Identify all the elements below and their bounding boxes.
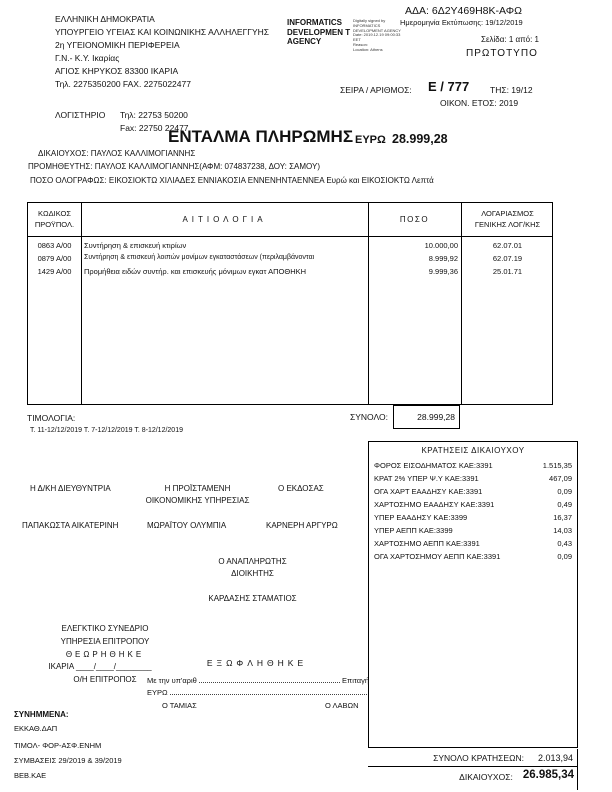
check-number-suffix: Επιταγή — [342, 676, 369, 685]
supplier-label: ΠΡΟΜΗΘΕΥΤΗΣ: — [28, 162, 93, 171]
agency-line: ΕΛΛΗΝΙΚΗ ΔΗΜΟΚΡΑΤΙΑ — [55, 14, 155, 24]
deductions-title: ΚΡΑΤΗΣΕΙΣ ΔΙΚΑΙΟΥΧΟΥ — [421, 446, 525, 455]
accounting-office-tel: Τηλ: 22753 50200 — [120, 110, 188, 120]
row-amount: 9.999,36 — [428, 267, 458, 276]
stamp-detail-line: Location: Athens — [353, 46, 383, 52]
deduction-value: 0,09 — [557, 552, 572, 561]
euro-amount-line — [147, 688, 369, 697]
table-header-account: ΛΟΓΑΡΙΑΣΜΟΣ — [481, 209, 534, 218]
check-number-prefix: Με την υπ'αριθ — [147, 676, 197, 685]
signatory-role-head-finance: Η ΠΡΟΪΣΤΑΜΕΝΗ — [164, 484, 231, 493]
stamp-detail-line: DEVELOPMENT AGENCY — [353, 27, 401, 33]
row-reason: Συντήρηση & επισκευή λοιπών μονίμων εγκαταστάσεων (περιλαμβάνονται — [84, 254, 315, 261]
accounting-office-fax: Fax: 22750 22477 — [120, 123, 189, 133]
page-indicator: Σελίδα: 1 από: 1 — [481, 35, 539, 44]
dotted-leader — [170, 694, 367, 695]
deduction-label: ΟΓΑ ΧΑΡΤΟΣΗΜΟΥ ΑΕΠΠ ΚΑΕ:3391 — [374, 552, 501, 561]
signatory-role-director: Η Δ/ΚΗ ΔΙΕΥΘΥΝΤΡΙΑ — [30, 484, 111, 493]
attachment-item: ΒΕΒ.ΚΑΕ — [14, 771, 47, 780]
table-header-divider — [28, 236, 552, 237]
receiver-label: Ο ΛΑΒΩΝ — [325, 701, 359, 710]
table-column-divider — [81, 203, 82, 404]
table-header-code: ΚΩΔΙΚΟΣ — [38, 209, 71, 218]
digital-signature-stamp-details — [353, 19, 401, 53]
agency-line: 2η ΥΓΕΙΟΝΟΜΙΚΗ ΠΕΡΙΦΕΡΕΙΑ — [55, 40, 180, 50]
total-value: 28.999,28 — [417, 412, 455, 422]
deduction-label: ΧΑΡΤΟΣΗΜΟ ΑΕΠΠ ΚΑΕ:3391 — [374, 539, 480, 548]
supplier-row — [28, 162, 320, 171]
certified-stamp-text: ΘΕΩΡΗΘΗΚΕ — [65, 650, 145, 659]
net-amount-label: ΔΙΚΑΙΟΥΧΟΣ: — [459, 772, 513, 782]
audit-service-line: ΥΠΗΡΕΣΙΑ ΕΠΙΤΡΟΠΟΥ — [60, 637, 150, 646]
audit-date-line: ΙΚΑΡΙΑ ____/____/________ — [48, 662, 152, 671]
title-amount: 28.999,28 — [392, 132, 448, 146]
agency-line: ΥΠΟΥΡΓΕΙΟ ΥΓΕΙΑΣ ΚΑΙ ΚΟΙΝΩΝΙΚΗΣ ΑΛΛΗΛΕΓΓΥΗΣ — [55, 27, 270, 37]
fiscal-year: ΟΙΚΟΝ. ΕΤΟΣ: 2019 — [440, 98, 519, 108]
amount-in-words-label: ΠΟΣΟ ΟΛΟΓΡΑΦΩΣ: — [30, 176, 107, 185]
deputy-governor-name: ΚΑΡΔΑΣΗΣ ΣΤΑΜΑΤΙΟΣ — [208, 594, 297, 603]
deputy-governor-role: Ο ΑΝΑΠΛΗΡΩΤΗΣ — [218, 557, 287, 566]
row-account: 62.07.01 — [492, 241, 523, 250]
row-code: 0879 Α/00 — [37, 254, 72, 263]
row-amount: 8.999,92 — [428, 254, 458, 263]
deduction-value: 1.515,35 — [542, 461, 572, 470]
net-amount-row — [368, 767, 578, 790]
signatory-role-issuer: Ο ΕΚΔΟΣΑΣ — [278, 484, 324, 493]
deduction-value: 0,43 — [557, 539, 572, 548]
deputy-governor-role: ΔΙΟΙΚΗΤΗΣ — [231, 569, 274, 578]
supplier-value: ΠΑΥΛΟΣ ΚΑΛΛΙΜΟΓΙΑΝΝΗΣ(ΑΦΜ: 074837238, ΔΟΥ: ΣΑΜΟΥ) — [94, 162, 320, 171]
deductions-box — [368, 441, 578, 748]
document-title: ΕΝΤΑΛΜΑ ΠΛΗΡΩΜΗΣ — [168, 127, 354, 146]
audit-court-line: ΕΛΕΓΚΤΙΚΟ ΣΥΝΕΔΡΙΟ — [61, 624, 149, 633]
signatory-name-2: ΜΩΡΑΪΤΟΥ ΟΛΥΜΠΙΑ — [147, 521, 227, 530]
signatory-role-head-finance: ΟΙΚΟΝΟΜΙΚΗΣ ΥΠΗΡΕΣΙΑΣ — [145, 496, 250, 505]
agency-line: Γ.Ν.- Κ.Υ. Ικαρίας — [55, 53, 120, 63]
euro-label: ΕΥΡΩ — [147, 688, 168, 697]
deduction-label: ΚΡΑΤ 2% ΥΠΕΡ Ψ.Υ ΚΑΕ:3391 — [374, 474, 479, 483]
title-currency: ΕΥΡΩ — [355, 134, 386, 146]
deductions-total-value: 2.013,94 — [537, 752, 573, 763]
row-code: 0863 Α/00 — [37, 241, 72, 250]
series-number-label: ΣΕΙΡΑ / ΑΡΙΘΜΟΣ: — [340, 85, 412, 95]
cashier-label: Ο ΤΑΜΙΑΣ — [162, 701, 197, 710]
table-header-account: ΓΕΝΙΚΗΣ ΛΟΓ/ΚΗΣ — [474, 220, 541, 229]
stamp-detail-line: EET — [353, 37, 361, 43]
deduction-value: 467,09 — [549, 474, 572, 483]
stamp-detail-line: INFORMATICS — [353, 22, 381, 28]
signatory-name-3: ΚΑΡΝΕΡΗ ΑΡΓΥΡΩ — [266, 521, 338, 530]
expenses-table — [27, 202, 553, 405]
print-date: Ημερομηνία Εκτύπωσης: 19/12/2019 — [400, 18, 523, 27]
total-label: ΣΥΝΟΛΟ: — [350, 412, 388, 422]
table-header-amount: ΠΟΣΟ — [399, 215, 430, 224]
stamp-detail-line: Digitally signed by — [353, 18, 386, 23]
invoices-label: ΤΙΜΟΛΟΓΙΑ: — [27, 413, 76, 423]
invoices-detail: Τ. 11-12/12/2019 Τ. 7-12/12/2019 Τ. 8-12/12/2019 — [30, 427, 183, 434]
commissioner-label: Ο/Η ΕΠΙΤΡΟΠΟΣ — [73, 675, 137, 684]
table-header-code: ΠΡΟΫΠΟΛ. — [34, 220, 75, 229]
beneficiary-label: ΔΙΚΑΙΟΥΧΟΣ: — [38, 149, 89, 158]
row-account: 25.01.71 — [492, 267, 523, 276]
beneficiary-value: ΠΑΥΛΟΣ ΚΑΛΛΙΜΟΓΙΑΝΝΗΣ — [90, 149, 196, 158]
amount-in-words-value: ΕΙΚΟΣΙΟΚΤΩ ΧΙΛΙΑΔΕΣ ΕΝΝΙΑΚΟΣΙΑ ΕΝΝΕΝΗΝΤΑΕΝΝΕΑ Ευρώ και ΕΙΚΟΣΙΟΚΤΩ Λεπτά — [108, 176, 434, 185]
amount-in-words-row — [30, 176, 434, 185]
deduction-label: ΦΟΡΟΣ ΕΙΣΟΔΗΜΑΤΟΣ ΚΑΕ:3391 — [374, 461, 493, 470]
attachments-label: ΣΥΝΗΜΜΕΝΑ: — [14, 710, 69, 719]
paid-stamp-title: ΕΞΩΦΛΗΘΗΚΕ — [206, 658, 308, 668]
beneficiary-row — [38, 149, 195, 158]
row-reason: Προμήθεια ειδών συντήρ. και επισκευής μόνιμων εγκατ ΑΠΟΘΗΚΗ — [84, 267, 307, 276]
table-column-divider — [368, 203, 369, 404]
stamp-detail-line: Date: 2019.12.19 09:00:33 — [353, 32, 401, 38]
series-date: ΤΗΣ: 19/12 — [490, 85, 533, 95]
row-code: 1429 Α/00 — [37, 267, 72, 276]
attachment-item: ΣΥΜΒΑΣΕΙΣ 29/2019 & 39/2019 — [14, 756, 122, 765]
attachment-item: ΤΙΜΟΛ- ΦΟΡ-ΑΣΦ.ΕΝΗΜ — [14, 741, 102, 750]
deduction-value: 14,03 — [553, 526, 572, 535]
deduction-value: 0,09 — [557, 487, 572, 496]
series-number-value: Ε / 777 — [428, 79, 470, 94]
row-account: 62.07.19 — [492, 254, 523, 263]
stamp-detail-line: Reason: — [353, 41, 368, 47]
net-amount-value: 26.985,34 — [522, 769, 574, 781]
check-number-line — [147, 676, 369, 685]
deduction-value: 0,49 — [557, 500, 572, 509]
deductions-total-row — [368, 749, 578, 767]
agency-line: Τηλ. 2275350200 FAX. 2275022477 — [55, 79, 191, 89]
signatory-name-1: ΠΑΠΑΚΩΣΤΑ ΑΙΚΑΤΕΡΙΝΗ — [22, 521, 119, 530]
deduction-value: 16,37 — [553, 513, 572, 522]
deduction-label: ΟΓΑ ΧΑΡΤ ΕΑΑΔΗΣΥ ΚΑΕ:3391 — [374, 487, 483, 496]
agency-header — [55, 13, 269, 91]
table-column-divider — [461, 203, 462, 404]
deduction-label: ΧΑΡΤΟΣΗΜΟ ΕΑΑΔΗΣΥ ΚΑΕ:3391 — [374, 500, 495, 509]
total-box — [393, 405, 460, 429]
row-reason: Συντήρηση & επισκευή κτιρίων — [84, 241, 187, 250]
copy-type: ΠΡΩΤΟΤΥΠΟ — [466, 48, 538, 59]
deductions-total-label: ΣΥΝΟΛΟ ΚΡΑΤΗΣΕΩΝ: — [433, 752, 524, 763]
digital-signature-stamp-name: INFORMATICS DEVELOPMEN T AGENCY — [287, 18, 351, 46]
deduction-label: ΥΠΕΡ ΑΕΠΠ ΚΑΕ:3399 — [374, 526, 453, 535]
deduction-label: ΥΠΕΡ ΕΑΑΔΗΣΥ ΚΑΕ:3399 — [374, 513, 468, 522]
table-header-reason: ΑΙΤΙΟΛΟΓΙΑ — [182, 215, 267, 224]
row-amount: 10.000,00 — [424, 241, 458, 250]
ada-number: ΑΔΑ: 6Δ2Υ469Η8Κ-ΑΦΩ — [405, 5, 522, 17]
accounting-office-label: ΛΟΓΙΣΤΗΡΙΟ — [55, 110, 106, 120]
agency-line: ΑΓΙΟΣ ΚΗΡΥΚΟΣ 83300 ΙΚΑΡΙΑ — [55, 66, 179, 76]
attachment-item: ΕΚΚΑΘ.ΔΑΠ — [14, 724, 58, 733]
dotted-leader — [199, 682, 340, 683]
